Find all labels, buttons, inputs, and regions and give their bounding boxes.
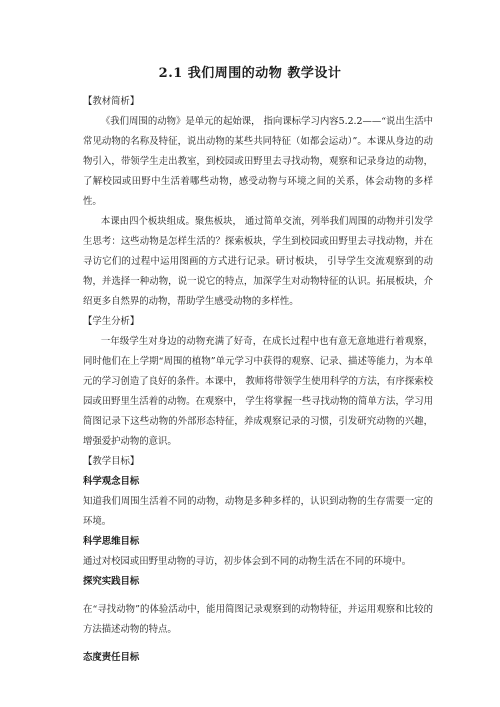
document-body [83,92,433,668]
goal-label-science-concept: 科学观念目标 [83,476,140,487]
section-heading-student-analysis: 【学生分析】 [83,316,140,327]
goal-text-science-concept: 知道我们周围生活着不同的动物，动物是多种多样的，认识到动物的生存需要一定的环境。 [83,496,433,527]
goal-label-science-thinking: 科学思维目标 [83,536,140,547]
paragraph: 本课由四个板块组成。聚焦板块， 通过简单交流，列举我们周围的动物并引发学生思考：这些动物是怎样生活的？探索板块，学生到校园或田野里去寻找动物，并在寻访它们的过程中运用图画的方式进行记录。研讨板块， 引导学生交流观察到的动物，并选择一种动物，说一说它的特点，加深学生对动物特征的认识。拓展板块，介绍更多自然界的动物，帮助学生感受动物的多样性。 [83,216,433,307]
section-heading-textbook-analysis: 【教材简析】 [83,96,140,107]
goal-label-inquiry-practice: 探究实践目标 [83,576,140,587]
document-title: 2.1 我们周围的动物 教学设计 [158,66,342,81]
spacer [83,640,433,648]
paragraph: 一年级学生对身边的动物充满了好奇，在成长过程中也有意无意地进行着观察，同时他们在上学期“周围的植物”单元学习中获得的观察、记录、描述等能力，为本单元的学习创造了良好的条件。本课中， 教师将带领学生使用科学的方法，有序探索校园或田野里生活着的动物。在观察中， 学生将掌握一些寻找动物的简单方法，学习用简图记录下这些动物的外部形态特征，养成观察记录的习惯，引发研究动物的兴趣，增强爱护动物的意识。 [83,336,433,447]
paragraph: 《我们周围的动物》是单元的起始课， 指向课标学习内容5.2.2——“说出生活中常见动物的名称及特征，说出动物的某些共同特征（如都会运动）”。本课从身边的动物引入，带领学生走出教室，到校园或田野里去寻找动物，观察和记录身边的动物，了解校园或田野中生活着哪些动物，感受动物与环境之间的关系，体会动物的多样性。 [83,116,433,207]
section-heading-teaching-goals: 【教学目标】 [83,456,140,467]
spacer [83,592,433,600]
goal-text-science-thinking: 通过对校园或田野里动物的寻访，初步体会到不同的动物生活在不同的环境中。 [83,556,412,567]
goal-text-inquiry-practice: 在“寻找动物”的体验活动中，能用简图记录观察到的动物特征，并运用观察和比较的方法描述动物的特点。 [83,604,433,635]
goal-label-attitude-responsibility: 态度责任目标 [83,652,140,663]
